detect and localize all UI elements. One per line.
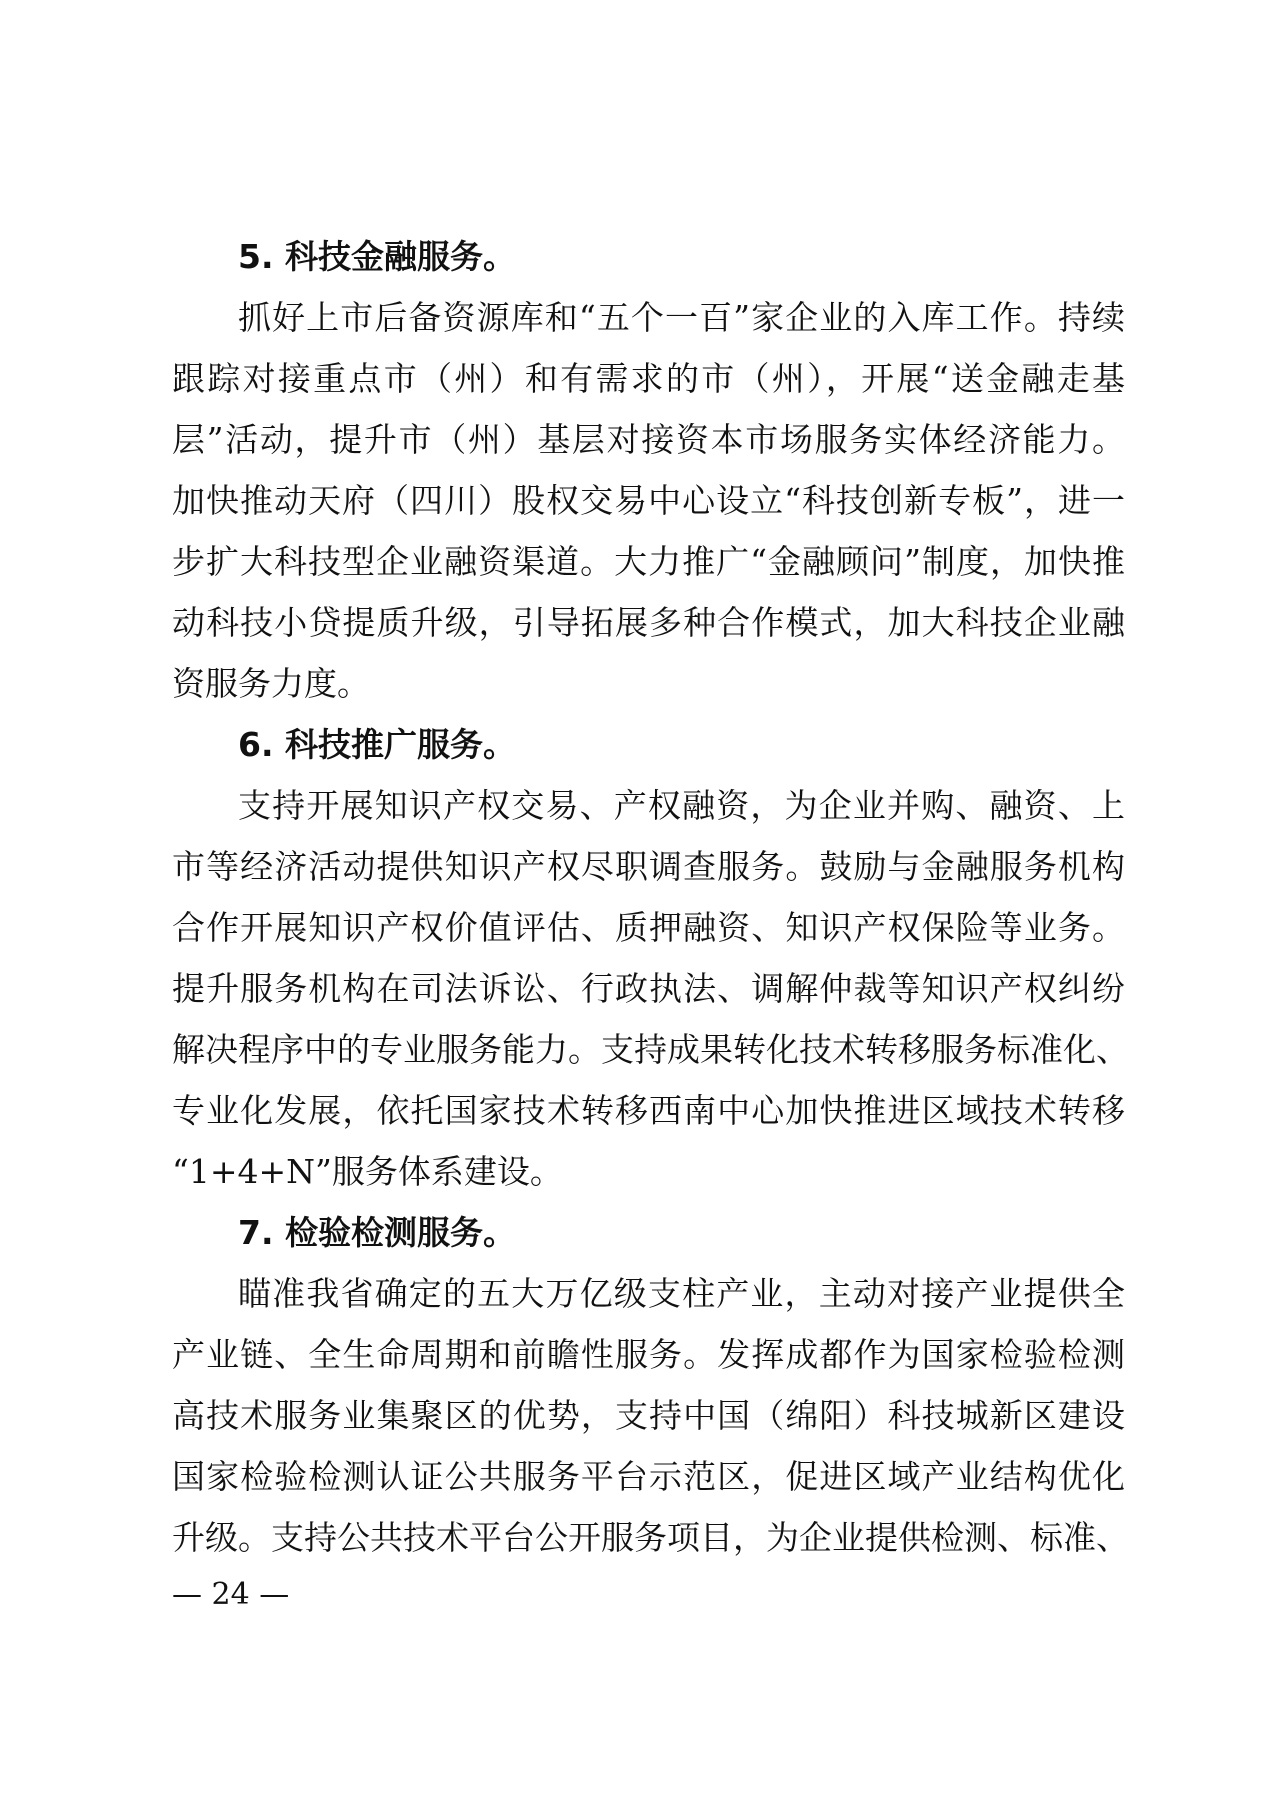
paragraph-line: 市等经济活动提供知识产权尽职调查服务。鼓励与金融服务机构 [172, 847, 1125, 886]
paragraph-line: “1+4+N”服务体系建设。 [172, 1152, 563, 1191]
paragraph-line: 瞄准我省确定的五大万亿级支柱产业，主动对接产业提供全 [238, 1274, 1125, 1313]
section-heading: 7. 检验检测服务。 [238, 1213, 516, 1252]
page-number: — 24 — [172, 1577, 290, 1612]
paragraph-line: 步扩大科技型企业融资渠道。大力推广“金融顾问”制度，加快推 [172, 542, 1125, 581]
section-heading: 6. 科技推广服务。 [238, 725, 516, 764]
paragraph-line: 提升服务机构在司法诉讼、行政执法、调解仲裁等知识产权纠纷 [172, 969, 1125, 1008]
paragraph-line: 解决程序中的专业服务能力。支持成果转化技术转移服务标准化、 [172, 1030, 1129, 1069]
paragraph-line: 加快推动天府（四川）股权交易中心设立“科技创新专板”，进一 [172, 481, 1125, 520]
paragraph-line: 支持开展知识产权交易、产权融资，为企业并购、融资、上 [238, 786, 1125, 825]
paragraph-line: 高技术服务业集聚区的优势，支持中国（绵阳）科技城新区建设 [172, 1396, 1125, 1435]
paragraph-line: 跟踪对接重点市（州）和有需求的市（州），开展“送金融走基 [172, 359, 1125, 398]
paragraph-line: 国家检验检测认证公共服务平台示范区，促进区域产业结构优化 [172, 1457, 1125, 1496]
section-heading: 5. 科技金融服务。 [238, 237, 516, 276]
paragraph-line: 动科技小贷提质升级，引导拓展多种合作模式，加大科技企业融 [172, 603, 1125, 642]
paragraph-line: 合作开展知识产权价值评估、质押融资、知识产权保险等业务。 [172, 908, 1125, 947]
paragraph-line: 专业化发展，依托国家技术转移西南中心加快推进区域技术转移 [172, 1091, 1125, 1130]
paragraph-line: 资服务力度。 [172, 664, 370, 703]
paragraph-line: 产业链、全生命周期和前瞻性服务。发挥成都作为国家检验检测 [172, 1335, 1125, 1374]
paragraph-line: 抓好上市后备资源库和“五个一百”家企业的入库工作。持续 [238, 298, 1125, 337]
paragraph-line: 升级。支持公共技术平台公开服务项目，为企业提供检测、标准、 [172, 1518, 1129, 1557]
paragraph-line: 层”活动，提升市（州）基层对接资本市场服务实体经济能力。 [172, 420, 1125, 459]
